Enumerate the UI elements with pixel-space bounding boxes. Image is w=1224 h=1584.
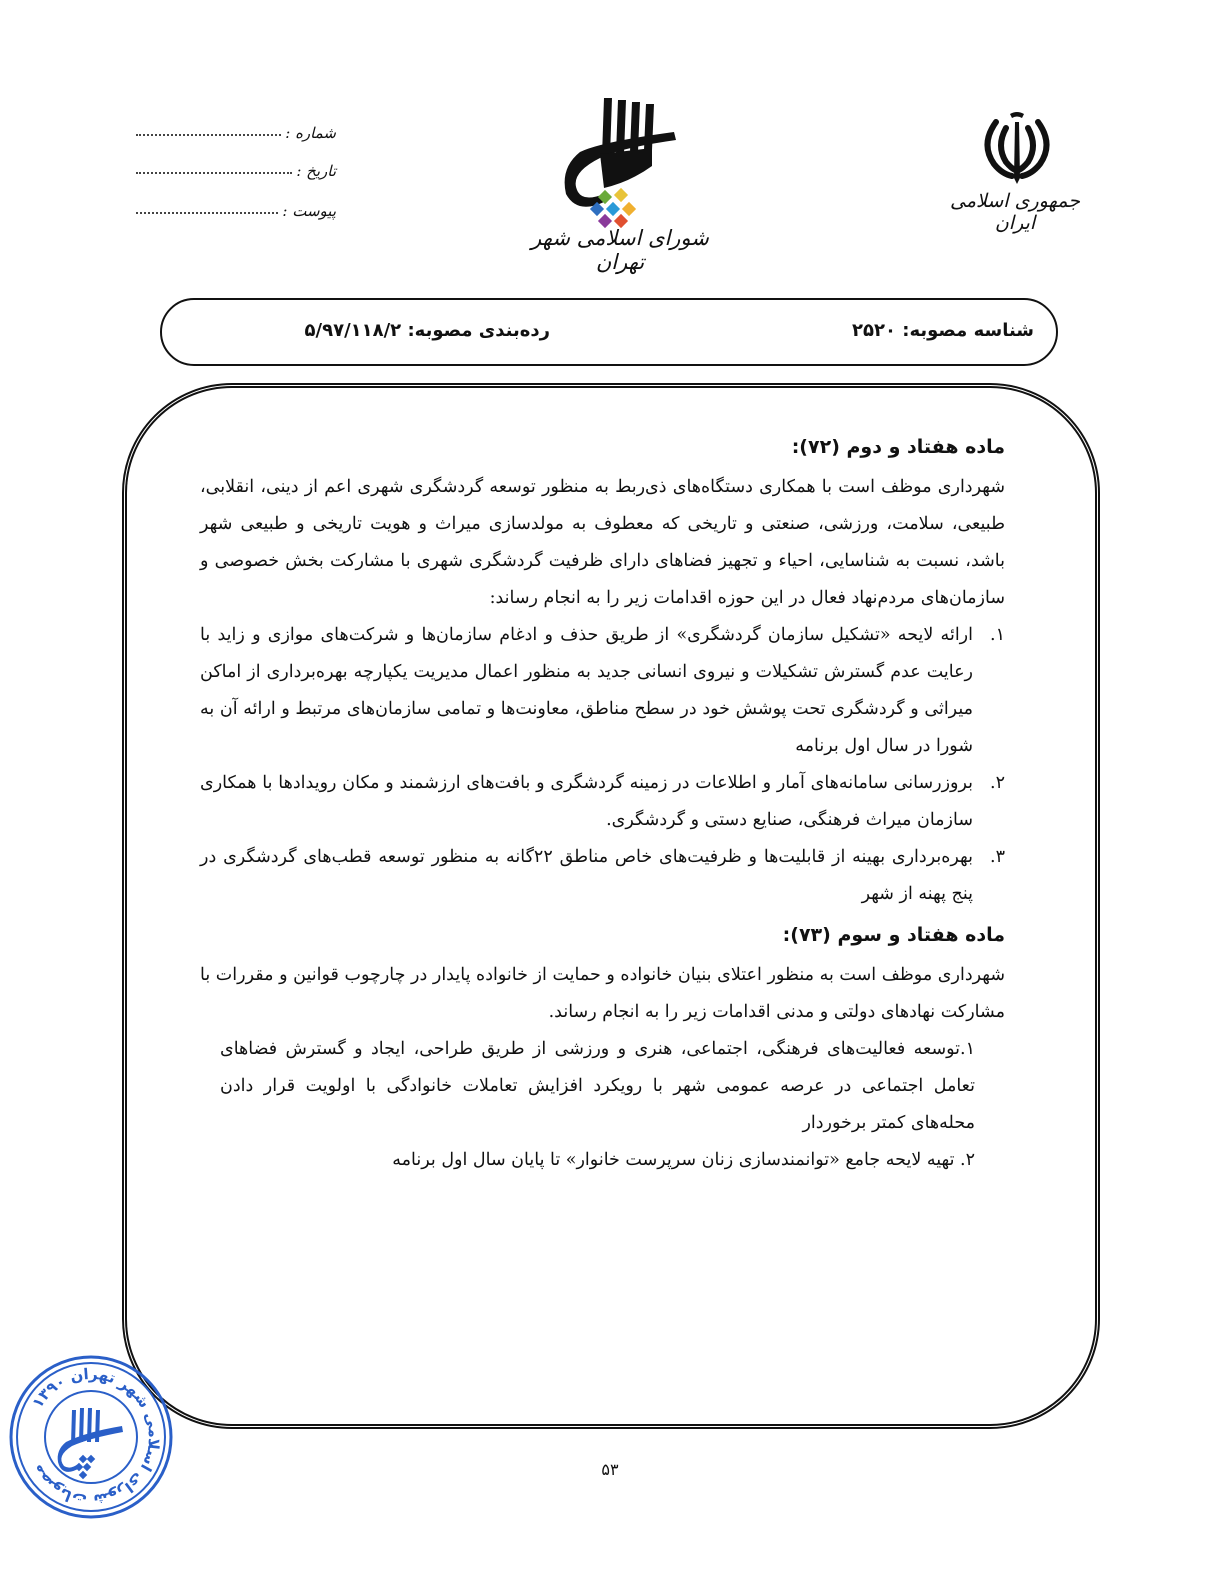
logo-tile — [614, 188, 628, 202]
iran-emblem-caption: جمهوری اسلامی ایران — [950, 190, 1080, 234]
article-72-intro: شهرداری موظف است با همکاری دستگاه‌های ذی‌ربط به منظور توسعه گردشگری شهری اعم از دینی، انقلابی، طبیعی، سلامت، ورزشی، صنعتی و تاریخی که معطوف به مولدسازی میراث و هویت تاریخی و طبیعی شهر باشد، نسبت به شناسایی، احیاء و تجهیز فضاهای دارای ظرفیت گردشگری شهری با مشارکت بخش خصوصی و سازمان‌های مردم‌نهاد فعال در این حوزه اقدامات زیر را به انجام رساند: — [200, 477, 1005, 608]
list-number: ۳. — [990, 847, 1005, 867]
logo-tile — [606, 202, 620, 216]
list-text: ارائه لایحه «تشکیل سازمان گردشگری» از طریق حذف و ادغام سازمان‌ها و شرکت‌های موازی و زاید با رعایت عدم گسترش تشکیلات و نیروی انسانی جدید به منظور اعمال مدیریت یکپارچه بهره‌برداری از اماکن میراثی و گردشگری تحت پوشش خود در سطح مناطق، معاونت‌ها و تمامی سازمان‌های مرتبط و ارائه آن به شورا در سال اول برنامه — [200, 625, 973, 756]
list-number: ۲. — [990, 773, 1005, 793]
article-72-heading: ماده هفتاد و دوم (۷۲): — [791, 436, 1005, 458]
attachment-label: پیوست : — [282, 202, 336, 220]
article-73-heading: ماده هفتاد و سوم (۷۳): — [782, 924, 1005, 946]
article-72-item-3 — [200, 839, 1005, 913]
article-72 — [200, 425, 1005, 913]
number-field — [136, 118, 336, 142]
council-logo-caption: شورای اسلامی شهر تهران — [531, 226, 709, 274]
resolution-classification — [305, 320, 550, 341]
date-dotted-line — [136, 172, 292, 174]
article-73-item-2: ۲. تهیه لایحه جامع «توانمندسازی زنان سرپرست خانوار» تا پایان سال اول برنامه — [392, 1150, 975, 1170]
number-label: شماره : — [285, 124, 336, 142]
council-seal-stamp — [6, 1352, 176, 1522]
article-73 — [200, 913, 1005, 1179]
resolution-classification-value: ۵/۹۷/۱۱۸/۲ — [304, 320, 402, 341]
resolution-id-box — [160, 298, 1058, 366]
iran-emblem-icon — [978, 108, 1056, 186]
stamp-text-path: مصوبات شورای اسلامی شهر تهران ۱۳۹۰ — [27, 1364, 164, 1510]
list-text: بروزرسانی سامانه‌های آمار و اطلاعات در زمینه گردشگری و بافت‌های ارزشمند و مکان رویدادها با همکاری سازمان میراث فرهنگی، صنایع دستی و گردشگری. — [200, 773, 973, 830]
page-number: ۵۳ — [601, 1460, 619, 1479]
article-73-item-1: ۱.توسعه فعالیت‌های فرهنگی، اجتماعی، هنری و ورزشی از طریق طراحی، ایجاد و گسترش فضاهای تعامل اجتماعی در عرصه عمومی شهر با رویکرد افزایش تعاملات خانوادگی با اولویت قرار دادن محله‌های کمتر برخوردار — [220, 1039, 975, 1133]
date-field — [136, 156, 336, 180]
list-text: بهره‌برداری بهینه از قابلیت‌ها و ظرفیت‌های خاص مناطق ۲۲گانه به منظور توسعه قطب‌های گردشگری در پنج پهنه از شهر — [200, 847, 973, 904]
resolution-classification-label: رده‌بندی مصوبه: — [407, 320, 550, 341]
resolution-id — [852, 320, 1034, 341]
date-label: تاریخ : — [296, 162, 336, 180]
article-73-intro: شهرداری موظف است به منظور اعتلای بنیان خانواده و حمایت از خانواده پایدار در چارچوب قوانین و مقررات با مشارکت نهادهای دولتی و مدنی اقدامات زیر را به انجام رساند. — [200, 965, 1005, 1022]
article-72-item-2 — [200, 765, 1005, 839]
resolution-id-label: شناسه مصوبه: — [902, 320, 1034, 341]
document-body — [200, 425, 1005, 1179]
council-logo-tiles — [590, 188, 636, 228]
logo-tile — [622, 202, 636, 216]
resolution-id-value: ۲۵۲۰ — [852, 320, 896, 341]
article-72-item-1 — [200, 617, 1005, 765]
list-number: ۱. — [990, 625, 1005, 645]
tehran-council-logo — [560, 96, 680, 246]
attachment-dotted-line — [136, 212, 278, 214]
number-dotted-line — [136, 134, 281, 136]
attachment-field — [136, 196, 336, 220]
